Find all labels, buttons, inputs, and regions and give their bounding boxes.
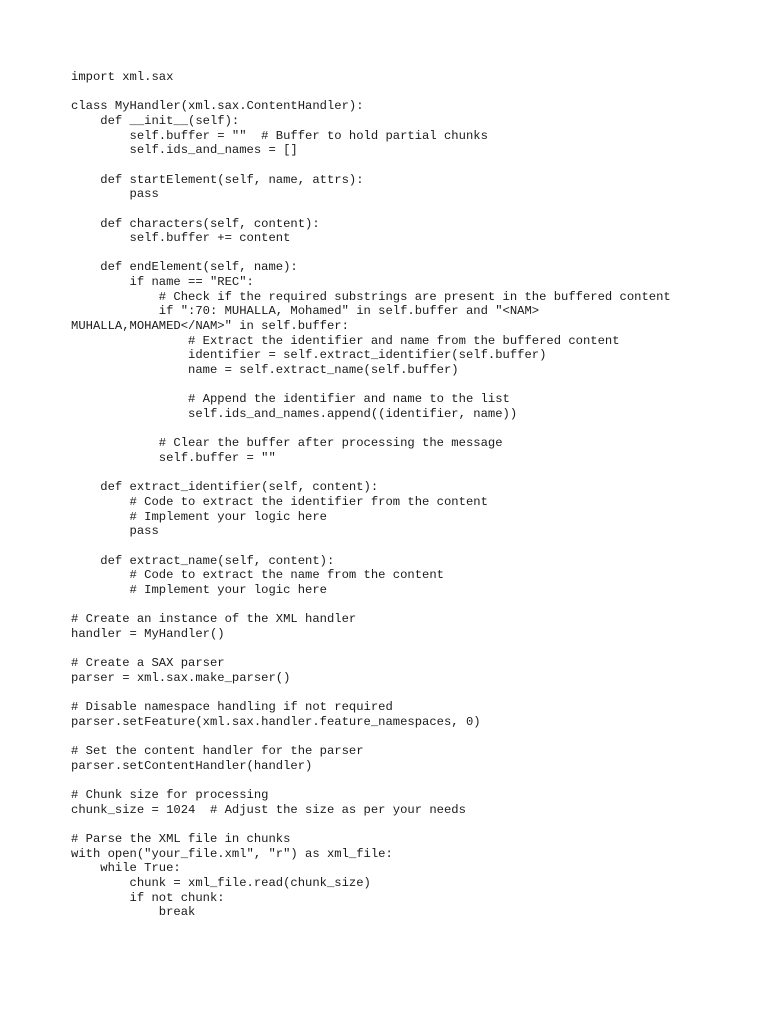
code-line (71, 817, 751, 832)
code-line: self.ids_and_names.append((identifier, name)) (71, 407, 518, 422)
code-line: # Code to extract the name from the content (71, 568, 444, 583)
code-line: while True: (71, 861, 181, 876)
code-line (71, 466, 751, 481)
code-line: def endElement(self, name): (71, 260, 298, 275)
code-line (71, 422, 751, 437)
code-line: handler = MyHandler() (71, 626, 225, 641)
code-line: # Disable namespace handling if not required (71, 700, 393, 715)
code-line: # Append the identifier and name to the list (71, 392, 510, 407)
code-line: # Clear the buffer after processing the message (71, 436, 503, 451)
code-line: def characters(self, content): (71, 216, 320, 231)
code-line: # Implement your logic here (71, 582, 327, 597)
code-line: def startElement(self, name, attrs): (71, 172, 364, 187)
code-line: pass (71, 524, 159, 539)
code-line (71, 85, 751, 100)
code-line: def extract_name(self, content): (71, 553, 335, 568)
code-document (71, 70, 751, 920)
code-line (71, 246, 751, 261)
code-line (71, 202, 751, 217)
code-line: # Chunk size for processing (71, 787, 269, 802)
code-line: self.buffer = "" # Buffer to hold partial chunks (71, 128, 488, 143)
code-line: # Create a SAX parser (71, 656, 225, 671)
code-line: self.buffer = "" (71, 450, 276, 465)
code-line: self.buffer += content (71, 231, 291, 246)
code-line: class MyHandler(xml.sax.ContentHandler): (71, 99, 364, 114)
code-line: # Set the content handler for the parser (71, 744, 364, 758)
code-line: # Parse the XML file in chunks (71, 831, 291, 846)
code-line: # Code to extract the identifier from the content (71, 494, 488, 509)
code-line: parser = xml.sax.make_parser() (71, 670, 291, 685)
code-line (71, 685, 751, 700)
code-line: name = self.extract_name(self.buffer) (71, 363, 459, 378)
code-line: pass (71, 187, 159, 202)
code-line: identifier = self.extract_identifier(self.buffer) (71, 348, 547, 363)
code-line: if ":70: MUHALLA, Mohamed" in self.buffer and "<NAM> (71, 304, 540, 319)
code-line: # Extract the identifier and name from the buffered content (71, 333, 620, 348)
code-line (71, 773, 751, 788)
code-line: # Check if the required substrings are present in the buffered content (71, 289, 671, 304)
code-line: break (71, 905, 196, 920)
code-line: parser.setContentHandler(handler) (71, 758, 313, 773)
code-line (71, 378, 751, 393)
code-line: if name == "REC": (71, 275, 254, 290)
code-line: chunk = xml_file.read(chunk_size) (71, 875, 371, 890)
code-line: parser.setFeature(xml.sax.handler.feature_namespaces, 0) (71, 714, 481, 729)
code-line: # Implement your logic here (71, 509, 327, 524)
code-line: def __init__(self): (71, 113, 240, 128)
code-line (71, 641, 751, 656)
code-line: MUHALLA,MOHAMED</NAM>" in self.buffer: (71, 319, 349, 334)
code-line: def extract_identifier(self, content): (71, 480, 379, 495)
code-line: import xml.sax (71, 70, 174, 84)
code-line: chunk_size = 1024 # Adjust the size as per your needs (71, 802, 466, 817)
code-line (71, 598, 751, 613)
code-line: with open("your_file.xml", "r") as xml_file: (71, 846, 393, 861)
code-line: self.ids_and_names = [] (71, 143, 298, 158)
code-line (71, 539, 751, 554)
code-line: # Create an instance of the XML handler (71, 612, 357, 627)
code-line (71, 158, 751, 173)
code-line: if not chunk: (71, 890, 225, 905)
code-line (71, 729, 751, 744)
